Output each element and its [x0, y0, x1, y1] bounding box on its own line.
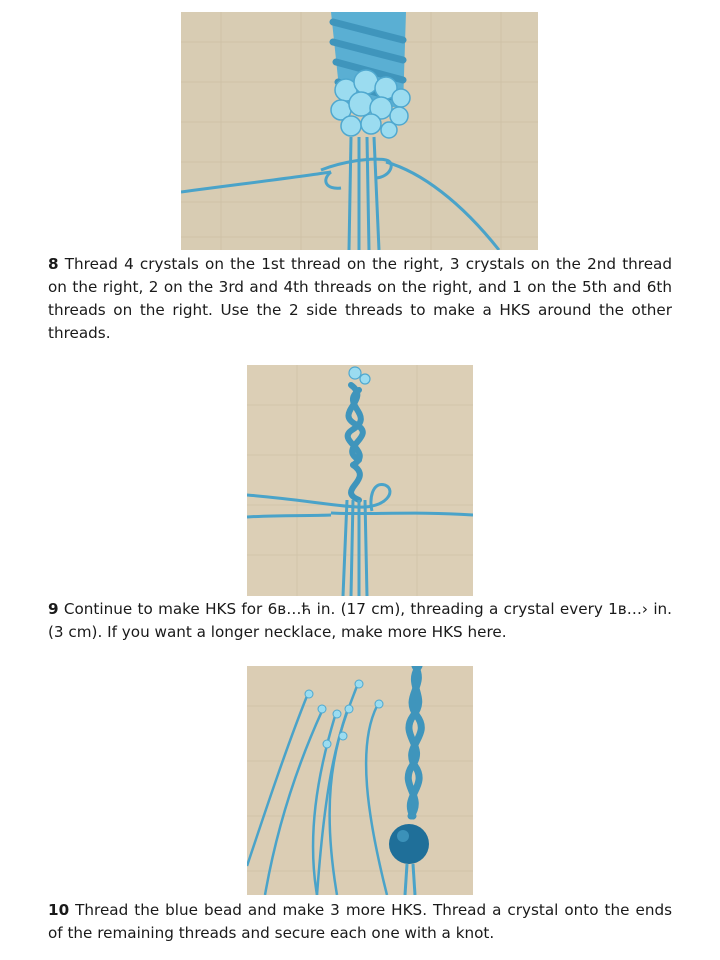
step-instructions: Thread the blue bead and make 3 more HKS. Thread a crystal onto the ends of the remaining threads and secure each one with a knot. [48, 901, 672, 942]
step-instructions: Continue to make HKS for 6в…ћ in. (17 cm), threading a crystal every 1в…› in. (3 cm). If you want a longer necklace, make more HKS here. [48, 600, 672, 641]
step-number: 10 [48, 901, 70, 919]
step-instructions: Thread 4 crystals on the 1st thread on the right, 3 crystals on the 2nd thread on the right, 2 on the 3rd and 4th threads on the right, and 1 on the 5th and 6th threads on the right. Use the 2 side threads to make a HKS around the other threads. [48, 255, 672, 342]
step-9-text [48, 598, 672, 644]
step-9-photo [247, 365, 473, 596]
step-number: 8 [48, 255, 59, 273]
step-8-photo [181, 12, 538, 250]
step-10-text [48, 899, 672, 945]
step-8-text [48, 253, 672, 345]
step-number: 9 [48, 600, 59, 618]
macrame-spiral-knot-image [247, 365, 473, 596]
macrame-crystal-cluster-image [181, 12, 538, 250]
step-10-photo [247, 666, 473, 895]
macrame-blue-bead-image [247, 666, 473, 895]
